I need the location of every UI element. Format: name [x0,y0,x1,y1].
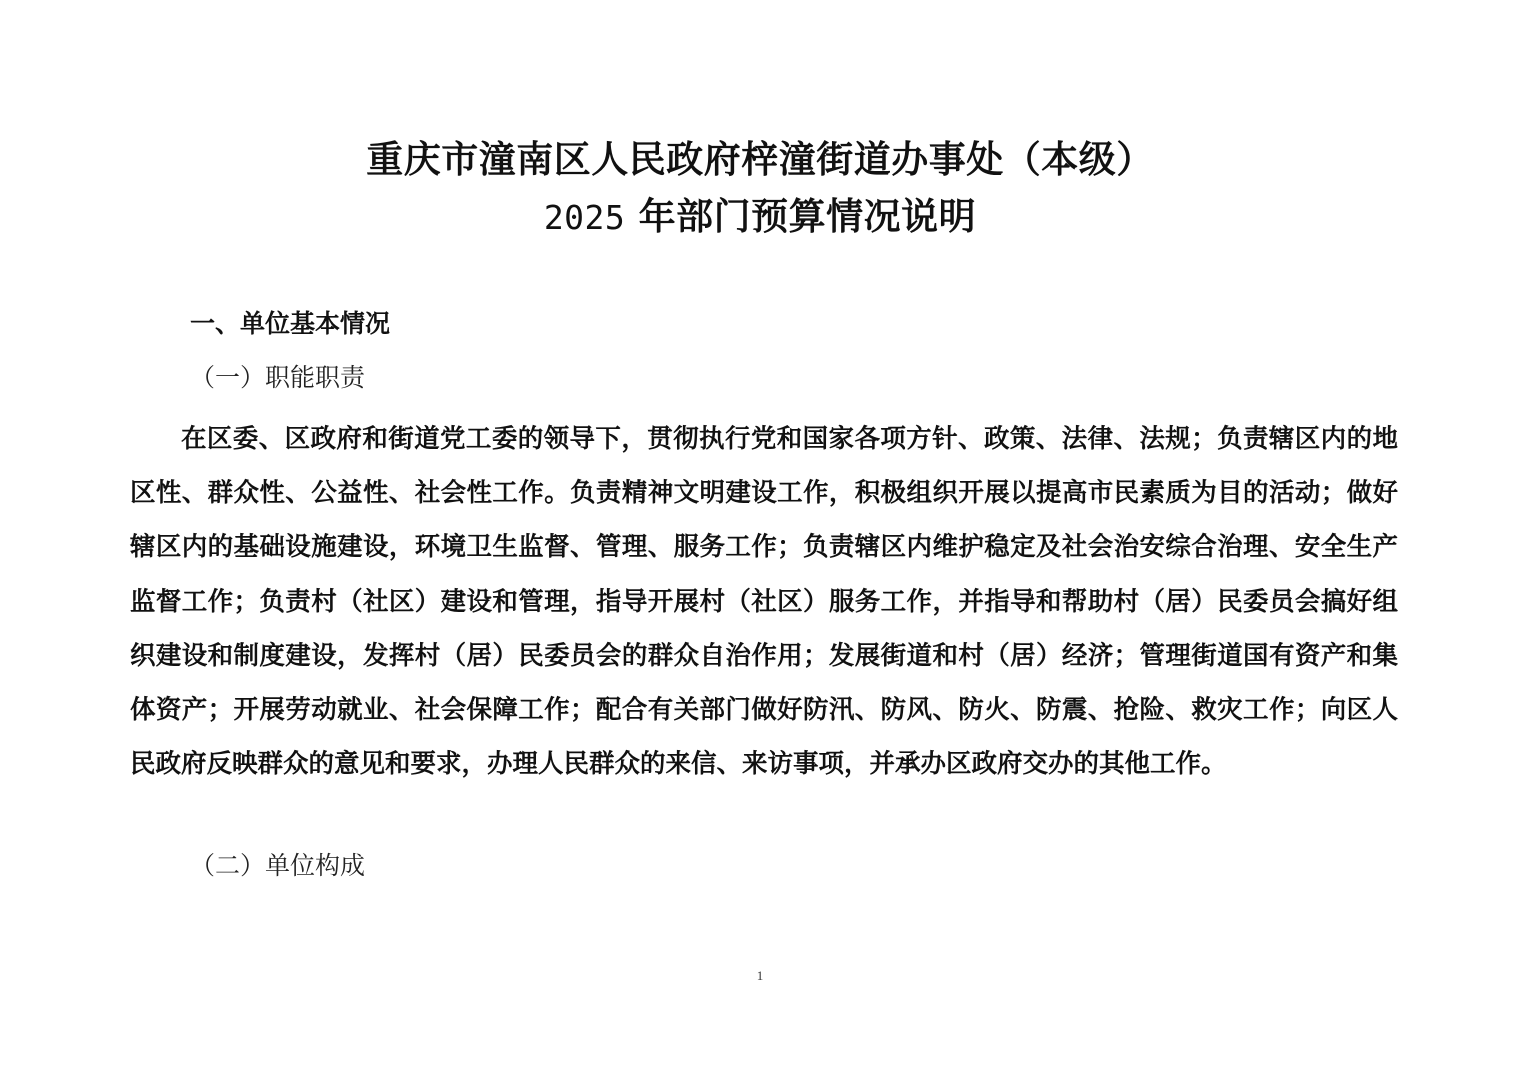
title-line-2-text: 年部门预算情况说明 [625,194,977,238]
title-line-2 [0,191,1520,241]
document-title [0,134,1520,241]
section-heading-basic-info: 一、单位基本情况 [190,309,391,338]
duties-paragraph: 在区委、区政府和街道党工委的领导下，贯彻执行党和国家各项方针、政策、法律、法规；负责辖区内的地区性、群众性、公益性、社会性工作。负责精神文明建设工作，积极组织开展以提高市民素质为目的活动；做好辖区内的基础设施建设，环境卫生监督、管理、服务工作；负责辖区内维护稳定及社会治安综合治理、安全生产监督工作；负责村（社区）建设和管理，指导开展村（社区）服务工作，并指导和帮助村（居）民委员会搞好组织建设和制度建设，发挥村（居）民委员会的群众自治作用；发展街道和村（居）经济；管理街道国有资产和集体资产；开展劳动就业、社会保障工作；配合有关部门做好防汛、防风、防火、防震、抢险、救灾工作；向区人民政府反映群众的意见和要求，办理人民群众的来信、来访事项，并承办区政府交办的其他工作。 [130,424,1398,780]
subsection-heading-duties: （一）职能职责 [190,363,366,392]
subsection-heading-composition: （二）单位构成 [190,851,366,880]
title-year: 2025 [543,198,626,237]
title-line-1: 重庆市潼南区人民政府梓潼街道办事处（本级） [366,137,1154,181]
page-number: 1 [756,968,764,983]
